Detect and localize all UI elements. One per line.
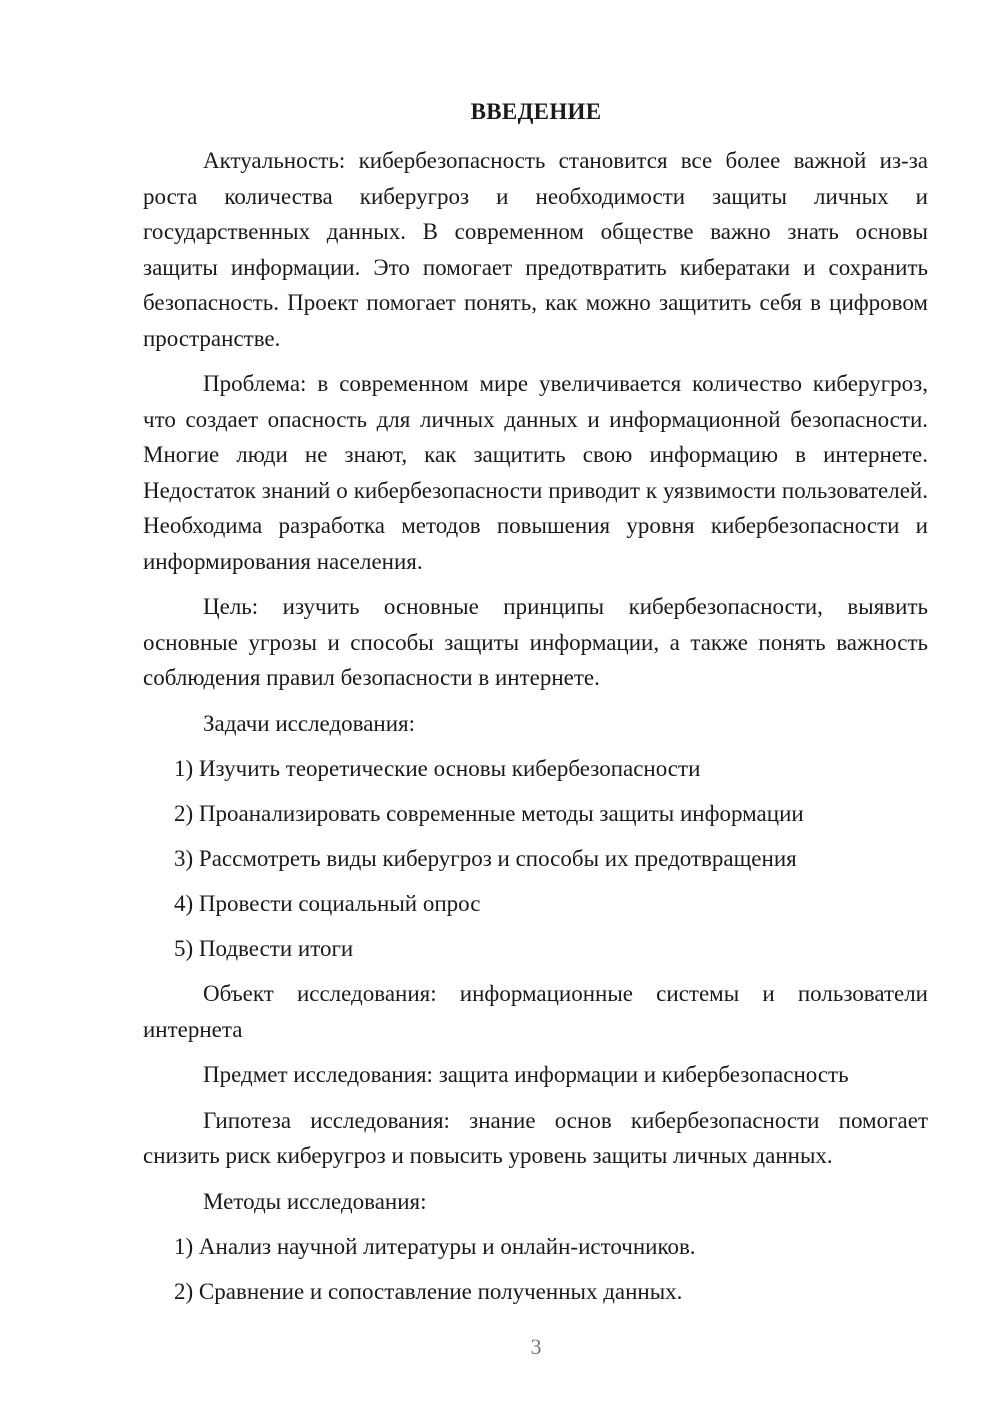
page-heading: ВВЕДЕНИЕ	[470, 99, 602, 124]
methods-title: Методы исследования:	[203, 1188, 427, 1214]
page-number: 3	[530, 1334, 542, 1359]
paragraph-subject: Предмет исследования: защита информации и кибербезопасность	[203, 1062, 849, 1087]
document-body	[143, 143, 928, 1319]
task-item-3: 3) Рассмотреть виды киберугроз и способы их предотвращения	[174, 846, 797, 871]
method-item-2: 2) Сравнение и сопоставление полученных данных.	[174, 1279, 683, 1304]
paragraph-problem: Проблема: в современном мире увеличивается количество киберугроз, что создает опасность для личных данных и информационной безопасности. Многие люди не знают, как защитить свою информацию в интернете. Недостаток знаний о кибербезопасности приводит к уязвимости пользователей. Необходима разработка методов повышения уровня кибербезопасности и информирования населения.	[143, 371, 928, 574]
task-item-5: 5) Подвести итоги	[174, 936, 354, 961]
paragraph-object: Объект исследования: информационные системы и пользователи интернета	[143, 981, 928, 1042]
tasks-title: Задачи исследования:	[203, 710, 416, 736]
task-item-2: 2) Проанализировать современные методы защиты информации	[174, 801, 804, 826]
paragraph-goal: Цель: изучить основные принципы кибербезопасности, выявить основные угрозы и способы защиты информации, а также понять важность соблюдения правил безопасности в интернете.	[143, 594, 928, 690]
paragraph-hypothesis: Гипотеза исследования: знание основ кибербезопасности помогает снизить риск киберугроз и повысить уровень защиты личных данных.	[143, 1107, 928, 1168]
method-item-1: 1) Анализ научной литературы и онлайн-источников.	[174, 1234, 696, 1259]
task-item-1: 1) Изучить теоретические основы кибербезопасности	[174, 756, 701, 781]
task-item-4: 4) Провести социальный опрос	[174, 891, 481, 916]
paragraph-relevance: Актуальность: кибербезопасность становится все более важной из-за роста количества киберугроз и необходимости защиты личных и государственных данных. В современном обществе важно знать основы защиты информации. Это помогает предотвратить кибератаки и сохранить безопасность. Проект помогает понять, как можно защитить себя в цифровом пространстве.	[143, 148, 928, 351]
